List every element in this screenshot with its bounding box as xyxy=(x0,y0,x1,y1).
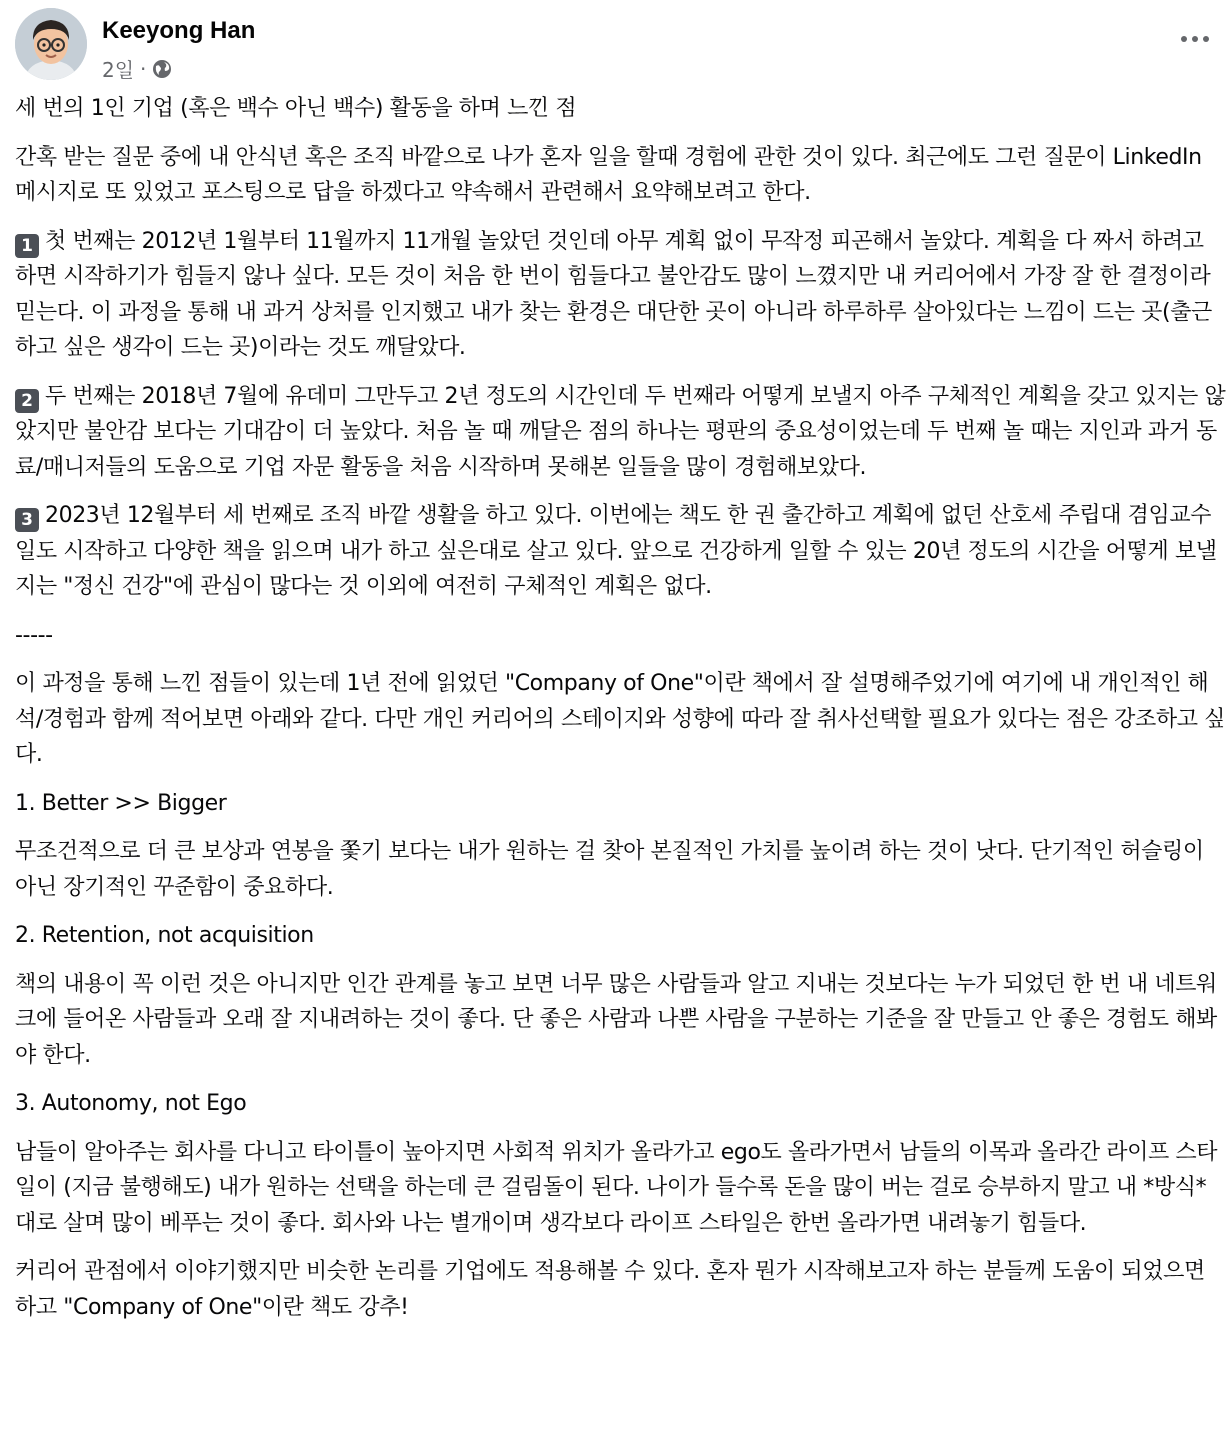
more-dot xyxy=(1192,36,1198,42)
list-item-text: 2023년 12월부터 세 번째로 조직 바깥 생활을 하고 있다. 이번에는 책도 한 권 출간하고 계획에 없던 산호세 주립대 겸임교수 일도 시작하고 다양한 책을 읽으며 내가 하고 싶은대로 살고 있다. 앞으로 건강하게 일할 수 있는 20년 정도의 시간을 어떻게 보낼지는 "정신 건강"에 관심이 많다는 것 이외에 여전히 구체적인 계획은 없다. xyxy=(15,503,1217,599)
more-options-icon[interactable] xyxy=(1175,30,1215,48)
author-avatar[interactable] xyxy=(15,8,87,80)
author-name[interactable]: Keeyong Han xyxy=(102,17,256,44)
globe-icon[interactable] xyxy=(152,59,172,79)
meta-separator: · xyxy=(140,56,147,81)
list-item xyxy=(15,224,1227,366)
post-header xyxy=(15,8,1215,80)
post-title: 세 번의 1인 기업 (혹은 백수 아닌 백수) 활동을 하며 느낀 점 xyxy=(15,96,577,121)
section-divider: ----- xyxy=(15,622,53,648)
keycap-1-icon: 1 xyxy=(15,234,39,258)
lesson-heading: 3. Autonomy, not Ego xyxy=(15,1091,247,1116)
post-meta xyxy=(102,54,172,83)
list-item xyxy=(15,498,1227,605)
keycap-2-icon: 2 xyxy=(15,389,39,413)
lesson-text: 무조건적으로 더 큰 보상과 연봉을 쫓기 보다는 내가 원하는 걸 찾아 본질적인 가치를 높이려 하는 것이 낫다. 단기적인 허슬링이 아닌 장기적인 꾸준함이 중요하다. xyxy=(15,839,1204,900)
post-time[interactable]: 2일 xyxy=(102,58,135,82)
more-dot xyxy=(1181,36,1187,42)
post-closing: 커리어 관점에서 이야기했지만 비슷한 논리를 기업에도 적용해볼 수 있다. 혼자 뭔가 시작해보고자 하는 분들께 도움이 되었으면 하고 "Company of One"이란 책도 강추! xyxy=(15,1259,1205,1320)
post-intro: 간혹 받는 질문 중에 내 안식년 혹은 조직 바깥으로 나가 혼자 일을 할때 경험에 관한 것이 있다. 최근에도 그런 질문이 LinkedIn 메시지로 또 있었고 포스팅으로 답을 하겠다고 약속해서 관련해서 요약해보려고 한다. xyxy=(15,144,1202,205)
memoji-avatar-icon xyxy=(15,8,87,80)
post-body xyxy=(15,91,1227,1338)
keycap-3-icon: 3 xyxy=(15,508,39,532)
list-item-text: 두 번째는 2018년 7월에 유데미 그만두고 2년 정도의 시간인데 두 번째라 어떻게 보낼지 아주 구체적인 계획을 갖고 있지는 않았지만 불안감 보다는 기대감이 더 높았다. 처음 놀 때 깨달은 점의 하나는 평판의 중요성이었는데 두 번째 놀 때는 지인과 과거 동료/매니저들의 도움으로 기업 자문 활동을 처음 시작하며 못해본 일들을 많이 경험해보았다. xyxy=(15,383,1226,480)
list-item-text: 첫 번째는 2012년 1월부터 11월까지 11개월 놀았던 것인데 아무 계획 없이 무작정 피곤해서 놀았다. 계획을 다 짜서 하려고 하면 시작하기가 힘들지 않나 싶다. 모든 것이 처음 한 번이 힘들다고 불안감도 많이 느꼈지만 내 커리어에서 가장 잘 한 결정이라 믿는다. 이 과정을 통해 내 과거 상처를 인지했고 내가 찾는 환경은 대단한 곳이 아니라 하루하루 살아있다는 느낌이 드는 곳(출근하고 싶은 생각이 드는 곳)이라는 것도 깨달았다. xyxy=(15,228,1212,360)
lesson-heading: 1. Better >> Bigger xyxy=(15,790,227,816)
lesson-text: 책의 내용이 꼭 이런 것은 아니지만 인간 관계를 놓고 보면 너무 많은 사람들과 알고 지내는 것보다는 누가 되었던 한 번 내 네트워크에 들어온 사람들과 오래 잘 지내려하는 것이 좋다. 단 좋은 사람과 나쁜 사람을 구분하는 기준을 잘 만들고 안 좋은 경험도 해봐야 한다. xyxy=(15,971,1217,1068)
lesson-text: 남들이 알아주는 회사를 다니고 타이틀이 높아지면 사회적 위치가 올라가고 ego도 올라가면서 남들의 이목과 올라간 라이프 스타일이 (지금 불행해도) 내가 원하는 선택을 하는데 큰 걸림돌이 된다. 나이가 들수록 돈을 많이 버는 걸로 승부하지 말고 내 *방식*대로 살며 많이 베푸는 것이 좋다. 회사와 나는 별개이며 생각보다 라이프 스타일은 한번 올라가면 내려놓기 힘들다. xyxy=(15,1139,1218,1236)
more-dot xyxy=(1203,36,1209,42)
lesson-heading: 2. Retention, not acquisition xyxy=(15,923,314,948)
list-item xyxy=(15,379,1227,486)
lesson-intro: 이 과정을 통해 느낀 점들이 있는데 1년 전에 읽었던 "Company of One"이란 책에서 잘 설명해주었기에 여기에 내 개인적인 해석/경험과 함께 적어보면 아래와 같다. 다만 개인 커리어의 스테이지와 성향에 따라 잘 취사선택할 필요가 있다는 점은 강조하고 싶다. xyxy=(15,671,1225,767)
